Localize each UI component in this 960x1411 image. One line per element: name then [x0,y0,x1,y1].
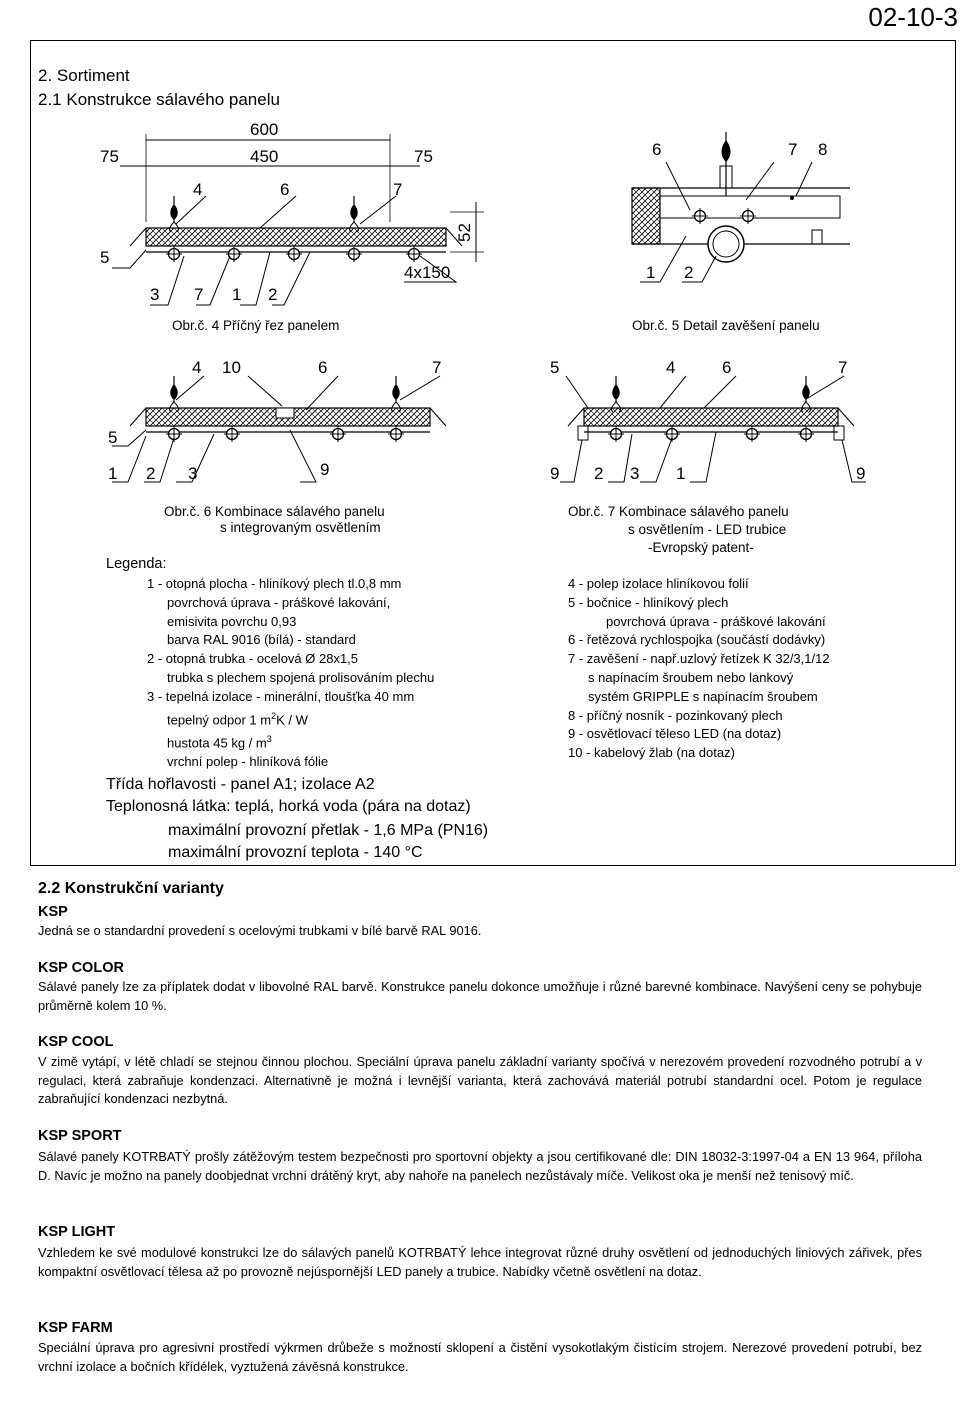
fig4-dim-left: 75 [100,147,119,166]
legend-item: 2 - otopná trubka - ocelová Ø 28x1,5 [147,651,359,667]
variant-light-text: Vzhledem ke své modulové konstrukci lze do sálavých panelů KOTRBATÝ lehce integrovat různé druhy osvětlení od jednoduchých liniových zářivek, přes kompaktní osvětlovací tělesa až po provozně nejúspornější LED panely a trubice. Nabídky včetně osvětlení na dotaz. [38,1245,922,1279]
legend-item: 6 - řetězová rychlospojka (součástí dodávky) [568,632,826,648]
fig6-label-2: 2 [146,464,156,483]
legend-item: povrchová úprava - práškové lakování [606,613,826,629]
variant-cool-text: V zimě vytápí, v létě chladí se stejnou činnou plochou. Speciální úprava panelu základní varianty spočívá v nerezovém provedení rozvodného potrubí a v regulaci, která zabraňuje kondenzaci. Alternativně je možná i levnější varianta, která zachovává materiál potrubí standardní ocel. Potom je regulace zabraňující kondenzaci nezbytná. [38,1054,922,1106]
fig6-drawing [112,376,446,482]
fig7-label-3: 3 [630,464,640,483]
variant-color-name: KSP COLOR [38,960,124,976]
fig5-label-8: 8 [818,140,828,159]
fig4-label-7: 7 [393,180,403,199]
fig4-label-3: 3 [150,285,160,304]
legend-item: 7 - zavěšení - např.uzlový řetízek K 32/3,1/12 [568,651,830,667]
fig7-caption-line3: -Evropský patent- [648,540,754,555]
fig6-caption-line1: Obr.č. 6 Kombinace sálavého panelu [164,504,385,519]
max-temperature: maximální provozní teplota - 140 °C [168,844,423,861]
legend-left [147,575,434,772]
legend-item-density: hustota 45 kg / $m^3$ [167,733,272,751]
fig4-dim-pipes: 4x150 [404,263,451,282]
fig7-label-5: 5 [550,358,560,377]
fig7-label-2: 2 [594,464,604,483]
fire-class: Třída hořlavosti - panel A1; izolace A2 [106,776,375,793]
fig6-label-9: 9 [320,460,330,479]
variant-ksp-text: Jedná se o standardní provedení s ocelovými trubkami v bílé barvě RAL 9016. [38,923,482,938]
legend-item: 5 - bočnice - hliníkový plech [568,594,729,610]
fig4-label-5: 5 [100,248,110,267]
fig7-label-1: 1 [676,464,686,483]
fig7-caption-line1: Obr.č. 7 Kombinace sálavého panelu [568,504,789,519]
section-title: 2. Sortiment [38,66,130,85]
legend-item-resistance: tepelný odpor 1 $m^2K$ / W [167,710,308,727]
fig7-label-7: 7 [838,358,848,377]
fig5-label-1: 1 [646,263,656,282]
variant-sport-name: KSP SPORT [38,1128,122,1144]
legend-item: 1 - otopná plocha - hliníkový plech tl.0,8 mm [147,576,402,591]
legend-right [568,575,830,763]
variant-cool-name: KSP COOL [38,1034,114,1050]
technical-drawings [0,0,960,520]
fig6-caption-line2: s integrovaným osvětlením [220,520,381,535]
fig6-label-10: 10 [222,358,241,377]
legend-item: 3 - tepelná izolace - minerální, tloušťka 40 mm [147,688,415,704]
fig4-dim-middle: 450 [250,147,279,166]
subsection-title: 2.1 Konstrukce sálavého panelu [38,90,280,109]
legend-item: 4 - polep izolace hliníkovou folií [568,576,749,591]
fig6-label-5: 5 [108,428,118,447]
fig7-label-6: 6 [722,358,732,377]
variant-sport-text: Sálavé panely KOTRBATÝ prošly zátěžovým testem bezpečnosti pro sportovní objekty a jsou certifikované dle: DIN 18032-3:1997-04 a EN 13 964, příloha D. Navíc je možno na panely doobjednat vrchní drátěný kryt, aby nahoře na panelech nezůstávaly míče. Velikost oka je menší než tenisový míč. [38,1149,922,1183]
legend-item: trubka s plechem spojená prolisováním plechu [167,669,435,685]
fig4-label-7b: 7 [194,285,204,304]
fig6-label-7: 7 [432,358,442,377]
fig4-dim-height: 52 [455,223,474,242]
legend-item: systém GRIPPLE s napínacím šroubem [588,688,818,704]
page-number: 02-10-3 [868,2,958,32]
variant-farm-name: KSP FARM [38,1320,113,1336]
fig5-label-7: 7 [788,140,798,159]
variant-light-name: KSP LIGHT [38,1224,116,1240]
fig6-label-1: 1 [108,464,118,483]
fig5-caption: Obr.č. 5 Detail zavěšení panelu [632,318,820,333]
variant-color-text: Sálavé panely lze za příplatek dodat v libovolné RAL barvě. Konstrukce panelu dokonce umožňuje i různé barevné kombinace. Navýšení ceny se pohybuje průměrně kolem 10 %. [38,979,922,1013]
fig6-label-6: 6 [318,358,328,377]
fig6-label-4: 4 [192,358,202,377]
fig4-dim-total: 600 [250,120,279,139]
fig7-caption-line2: s osvětlením - LED trubice [628,522,787,537]
fig5-label-6: 6 [652,140,662,159]
variant-farm-text: Speciální úprava pro agresivní prostředí výkrmen drůbeže s možností sklopení a čistění vysokotlakým čistícím strojem. Nerezové provedení potrubí, bez vrchní izolace a bočních křídélek, vyztužená závěsná konstrukce. [38,1340,922,1374]
legend-item: 8 - příčný nosník - pozinkovaný plech [568,707,783,723]
legend-item: povrchová úprava - práškové lakování, [167,594,391,610]
legend-item: barva RAL 9016 (bílá) - standard [167,632,356,648]
fig4-label-2: 2 [268,285,278,304]
fig7-label-4: 4 [666,358,676,377]
heat-medium: Teplonosná látka: teplá, horká voda (pára na dotaz) [106,798,471,815]
fig4-label-4: 4 [193,180,203,199]
fig7-drawing [560,376,866,482]
fig4-label-6: 6 [280,180,290,199]
legend-title: Legenda: [106,556,167,572]
fig4-caption: Obr.č. 4 Příčný řez panelem [172,318,340,333]
legend-item: emisivita povrchu 0,93 [167,613,297,629]
variants-title: 2.2 Konstrukční varianty [38,880,224,897]
legend-item: 10 - kabelový žlab (na dotaz) [568,745,735,761]
max-pressure: maximální provozní přetlak - 1,6 MPa (PN16) [168,822,489,839]
legend-item: vrchní polep - hliníková fólie [167,753,329,769]
fig6-label-3: 3 [188,464,198,483]
legend-item: 9 - osvětlovací těleso LED (na dotaz) [568,726,782,742]
fig5-label-2: 2 [684,263,694,282]
fig4-label-1: 1 [232,285,242,304]
fig4-dim-right: 75 [414,147,433,166]
fig7-label-9b: 9 [856,464,866,483]
fig7-label-9a: 9 [550,464,560,483]
variant-ksp-name: KSP [38,904,68,920]
legend-item: s napínacím šroubem nebo lankový [588,669,794,685]
